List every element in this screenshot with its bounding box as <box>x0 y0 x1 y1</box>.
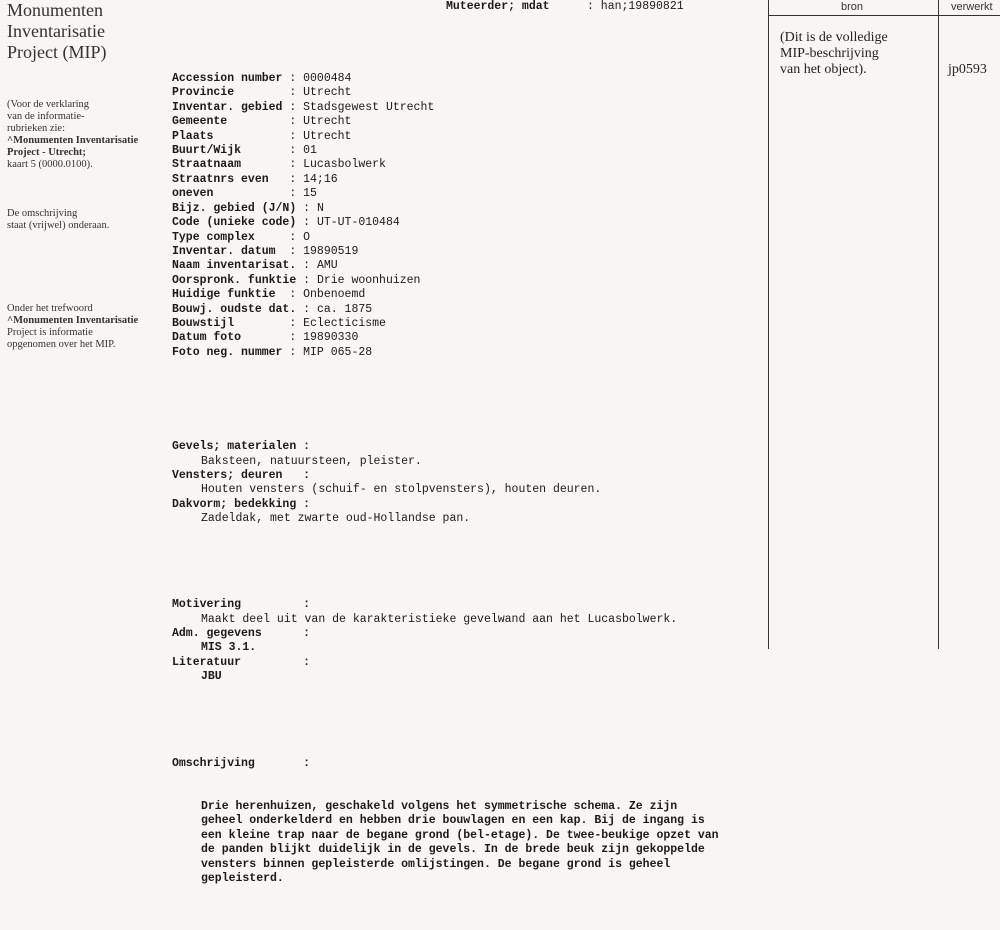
field-value: : Utrecht <box>289 129 352 143</box>
omschrijving-line: de panden blijkt duidelijk in de gevels. In de brede beuk zijn gekoppelde <box>201 843 705 857</box>
section-text: Baksteen, natuursteen, pleister. <box>201 454 422 468</box>
field-value: : 19890519 <box>289 244 359 258</box>
omschrijving-line: gepleisterd. <box>201 871 284 885</box>
field-value: : Drie woonhuizen <box>296 273 421 287</box>
note-line: ^Monumenten Inventarisatie <box>7 135 139 146</box>
divider <box>768 0 769 649</box>
field-row <box>172 173 767 187</box>
bron-line: van het object). <box>780 62 867 77</box>
note-line: Project is informatie <box>7 327 93 338</box>
field-row <box>172 101 767 115</box>
bron-line: (Dit is de volledige <box>780 30 888 45</box>
field-row <box>172 202 767 216</box>
field-row <box>172 86 767 100</box>
omschrijving-text <box>172 800 767 886</box>
section-heading: Adm. gegevens : <box>172 627 311 641</box>
divider <box>938 0 939 649</box>
field-row <box>172 216 767 230</box>
omschrijving-section <box>172 728 767 915</box>
field-label: Straatnrs even <box>172 172 290 186</box>
field-row <box>172 303 767 317</box>
field-label: Foto neg. nummer <box>172 345 290 359</box>
note-line: Onder het trefwoord <box>7 303 93 314</box>
field-row <box>172 331 767 345</box>
note-line: staat (vrijwel) onderaan. <box>7 220 110 231</box>
bron-header: bron <box>841 1 864 13</box>
field-label: Huidige funktie <box>172 288 290 302</box>
field-value: : N <box>296 201 324 215</box>
sidebar-title-line: Monumenten <box>7 0 103 20</box>
field-value: : O <box>289 230 311 244</box>
field-value: : MIP 065-28 <box>289 345 373 359</box>
field-label: Inventar. datum <box>172 244 290 258</box>
field-label: Oorspronk. funktie <box>172 273 297 287</box>
section-heading: Gevels; materialen : <box>172 440 311 454</box>
field-value: : Onbenoemd <box>289 288 366 302</box>
field-row <box>172 346 767 360</box>
field-row <box>172 115 767 129</box>
note-line: van de informatie- <box>7 111 85 122</box>
bron-line: MIP-beschrijving <box>780 46 879 61</box>
field-value: : AMU <box>296 259 338 273</box>
field-value: : Lucasbolwerk <box>289 158 386 172</box>
note-line: De omschrijving <box>7 208 78 219</box>
field-row <box>172 187 767 201</box>
field-label: Bouwstijl <box>172 316 290 330</box>
field-label: Code (unieke code) <box>172 216 297 230</box>
note-line: (Voor de verklaring <box>7 99 90 110</box>
omschrijving-line: een kleine trap naar de begane grond (bel-etage). De twee-beukige opzet van <box>201 828 719 842</box>
field-row <box>172 317 767 331</box>
field-row <box>172 144 767 158</box>
verwerkt-value: jp0593 <box>948 62 987 77</box>
note-line: Project - Utrecht; <box>7 147 86 158</box>
sidebar-title-line: Project (MIP) <box>7 42 107 62</box>
sidebar-note-omschrijving <box>7 208 167 232</box>
field-value: : Utrecht <box>289 86 352 100</box>
section-text: MIS 3.1. <box>201 641 257 655</box>
field-row <box>172 288 767 302</box>
section-text: Maakt deel uit van de karakteristieke gevelwand aan het Lucasbolwerk. <box>201 612 678 626</box>
section-text: Houten vensters (schuif- en stolpvensters), houten deuren. <box>201 483 602 497</box>
section-text: JBU <box>201 670 222 684</box>
field-label: Datum foto <box>172 331 290 345</box>
section-list-a <box>172 440 767 526</box>
field-row <box>172 231 767 245</box>
field-label: Plaats <box>172 129 290 143</box>
field-value: : 0000484 <box>289 72 352 86</box>
section-list-b <box>172 598 767 684</box>
section-heading: Dakvorm; bedekking : <box>172 497 311 511</box>
field-value: : 01 <box>289 144 317 158</box>
omschrijving-line: Drie herenhuizen, geschakeld volgens het symmetrische schema. Ze zijn <box>201 799 678 813</box>
field-value: : 15 <box>289 187 317 201</box>
field-row <box>172 274 767 288</box>
field-label: Bouwj. oudste dat. <box>172 302 297 316</box>
field-label: Naam inventarisat. <box>172 259 297 273</box>
field-value: : 19890330 <box>289 331 359 345</box>
source-column <box>768 0 1000 649</box>
section-heading: Motivering : <box>172 598 311 612</box>
field-row <box>172 158 767 172</box>
note-line: rubrieken zie: <box>7 123 66 134</box>
field-label: Provincie <box>172 86 290 100</box>
field-label: Buurt/Wijk <box>172 144 290 158</box>
field-label: Straatnaam <box>172 158 290 172</box>
sidebar-title-line: Inventarisatie <box>7 21 105 41</box>
header-rule <box>768 15 1000 16</box>
field-value: : Stadsgewest Utrecht <box>289 100 435 114</box>
sidebar-note-trefwoord <box>7 303 167 351</box>
field-value: : 14;16 <box>289 172 338 186</box>
omschrijving-line: geheel onderkelderd en hebben drie bouwlagen en een kap. Bij de ingang is <box>201 814 705 828</box>
note-line: kaart 5 (0000.0100). <box>7 159 93 170</box>
muteerder-label: Muteerder; mdat <box>446 0 550 13</box>
sidebar-title <box>7 0 167 63</box>
omschrijving-heading: Omschrijving : <box>172 756 311 770</box>
field-row <box>172 259 767 273</box>
sidebar-note-legend <box>7 99 167 171</box>
field-value: : UT-UT-010484 <box>296 216 400 230</box>
field-value: : Eclecticisme <box>289 316 386 330</box>
field-value: : ca. 1875 <box>296 302 373 316</box>
field-label: Inventar. gebied <box>172 100 290 114</box>
field-label: oneven <box>172 187 290 201</box>
section-heading: Literatuur : <box>172 655 311 669</box>
field-label: Type complex <box>172 230 290 244</box>
field-label: Gemeente <box>172 115 290 129</box>
record-body <box>172 0 767 930</box>
omschrijving-line: vensters binnen gepleisterde omlijstingen. De begane grond is geheel <box>201 857 671 871</box>
field-label: Bijz. gebied (J/N) <box>172 201 297 215</box>
note-line: opgenomen over het MIP. <box>7 339 116 350</box>
field-list <box>172 72 767 360</box>
field-label: Accession number <box>172 72 290 86</box>
section-heading: Vensters; deuren : <box>172 469 311 482</box>
muteerder-value: : han;19890821 <box>587 0 684 13</box>
field-row <box>172 245 767 259</box>
note-line: ^Monumenten Inventarisatie <box>7 315 139 326</box>
bron-text <box>780 30 930 78</box>
field-value: : Utrecht <box>289 115 352 129</box>
field-row <box>172 130 767 144</box>
section-text: Zadeldak, met zwarte oud-Hollandse pan. <box>201 512 471 526</box>
field-row <box>172 72 767 86</box>
verwerkt-header: verwerkt <box>951 1 993 13</box>
